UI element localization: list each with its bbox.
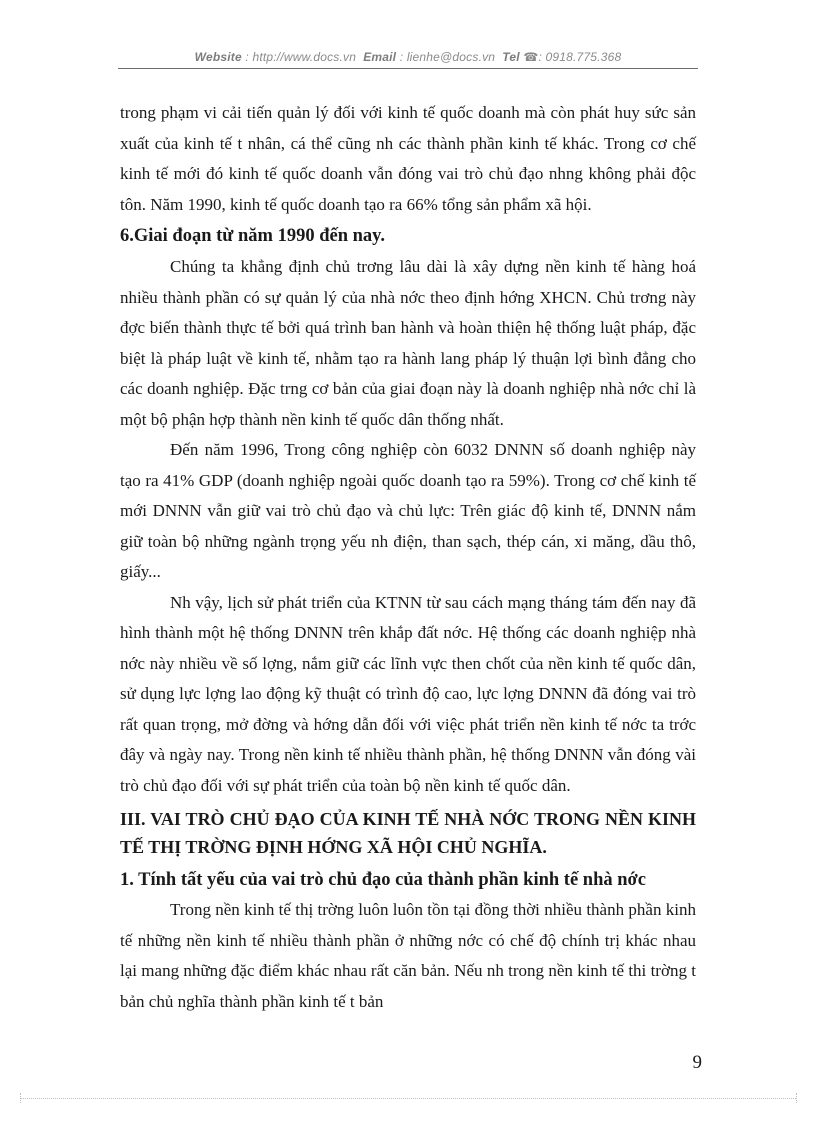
paragraph: Chúng ta khẳng định chủ trơng lâu dài là xây dựng nền kinh tế hàng hoá nhiều thành phần có sự quản lý của nhà nớc theo định hớng XHCN. Chủ trơng này đợc biến thành thực tế bởi quá trình ban hành và hoàn thiện hệ thống luật pháp, đặc biệt là pháp luật về kinh tế, nhằm tạo ra hành lang pháp lý thuận lợi bình đẳng cho các doanh nghiệp. Đặc trng cơ bản của giai đoạn này là doanh nghiệp nhà nớc chỉ là một bộ phận hợp thành nền kinh tế quốc dân thống nhất. [120, 257, 696, 429]
document-body [120, 98, 696, 1017]
page-number: 9 [692, 1052, 702, 1073]
chapter-heading-iii: III. VAI TRÒ CHỦ ĐẠO CỦA KINH TẾ NHÀ NỚC TRONG NỀN KINH TẾ THỊ TRỜNG ĐỊNH HỚNG XÃ HỘI CHỦ NGHĨA. [120, 809, 696, 857]
crop-mark-left [20, 1093, 21, 1103]
section-heading-6: 6.Giai đoạn từ năm 1990 đến nay. [120, 226, 386, 246]
paragraph-continuation: trong phạm vi cải tiến quản lý đối với kinh tế quốc doanh mà còn phát huy sức sản xuất của kinh tế t nhân, cá thể cũng nh các thành phần kinh tế khác. Trong cơ chế kinh tế mới đó kinh tế quốc doanh vẫn đóng vai trò chủ đạo nhng không phải độc tôn. Năm 1990, kinh tế quốc doanh tạo ra 66% tổng sản phẩm xã hội. [120, 103, 696, 214]
tel-label: Tel [502, 50, 520, 64]
footer-divider [20, 1098, 796, 1099]
crop-mark-right [796, 1093, 797, 1103]
subsection-heading-1: 1. Tính tất yếu của vai trò chủ đạo của thành phần kinh tế nhà nớc [120, 870, 646, 890]
header-divider [118, 68, 698, 69]
tel-value: ☎: 0918.775.368 [523, 50, 622, 64]
website-label: Website [194, 50, 242, 64]
website-value: : http://www.docs.vn [245, 50, 357, 64]
email-label: Email [363, 50, 397, 64]
email-value: : lienhe@docs.vn [399, 50, 496, 64]
paragraph: Đến năm 1996, Trong công nghiệp còn 6032 DNNN số doanh nghiệp này tạo ra 41% GDP (doanh nghiệp ngoài quốc doanh tạo ra 59%). Trong cơ chế kinh tế mới DNNN vẫn giữ vai trò chủ đạo và chủ lực: Trên giác độ kinh tế, DNNN nắm giữ toàn bộ những ngành trọng yếu nh điện, than sạch, thép cán, xi măng, dầu thô, giấy... [120, 440, 696, 581]
paragraph: Trong nền kinh tế thị trờng luôn luôn tồn tại đồng thời nhiều thành phần kinh tế những nền kinh tế nhiều thành phần ở những nớc có chế độ chính trị khác nhau lại mang những đặc điểm khác nhau rất căn bản. Nếu nh trong nền kinh tế thi trờng t bản chủ nghĩa thành phần kinh tế t bản [120, 900, 696, 1011]
page-header [118, 50, 698, 64]
paragraph: Nh vậy, lịch sử phát triển của KTNN từ sau cách mạng tháng tám đến nay đã hình thành một hệ thống DNNN trên khắp đất nớc. Hệ thống các doanh nghiệp nhà nớc này nhiều về số lợng, nắm giữ các lĩnh vực then chốt của nền kinh tế quốc dân, sử dụng lực lợng lao động kỹ thuật có trình độ cao, lực lợng DNNN đã đóng vai trò rất quan trọng, mở đờng và hớng dẫn đối với việc phát triển nền kinh tế nớc ta trớc đây và ngày nay. Trong nền kinh tế nhiều thành phần, hệ thống DNNN vẫn đóng vài trò chủ đạo đối với sự phát triển của toàn bộ nền kinh tế quốc dân. [120, 592, 696, 795]
